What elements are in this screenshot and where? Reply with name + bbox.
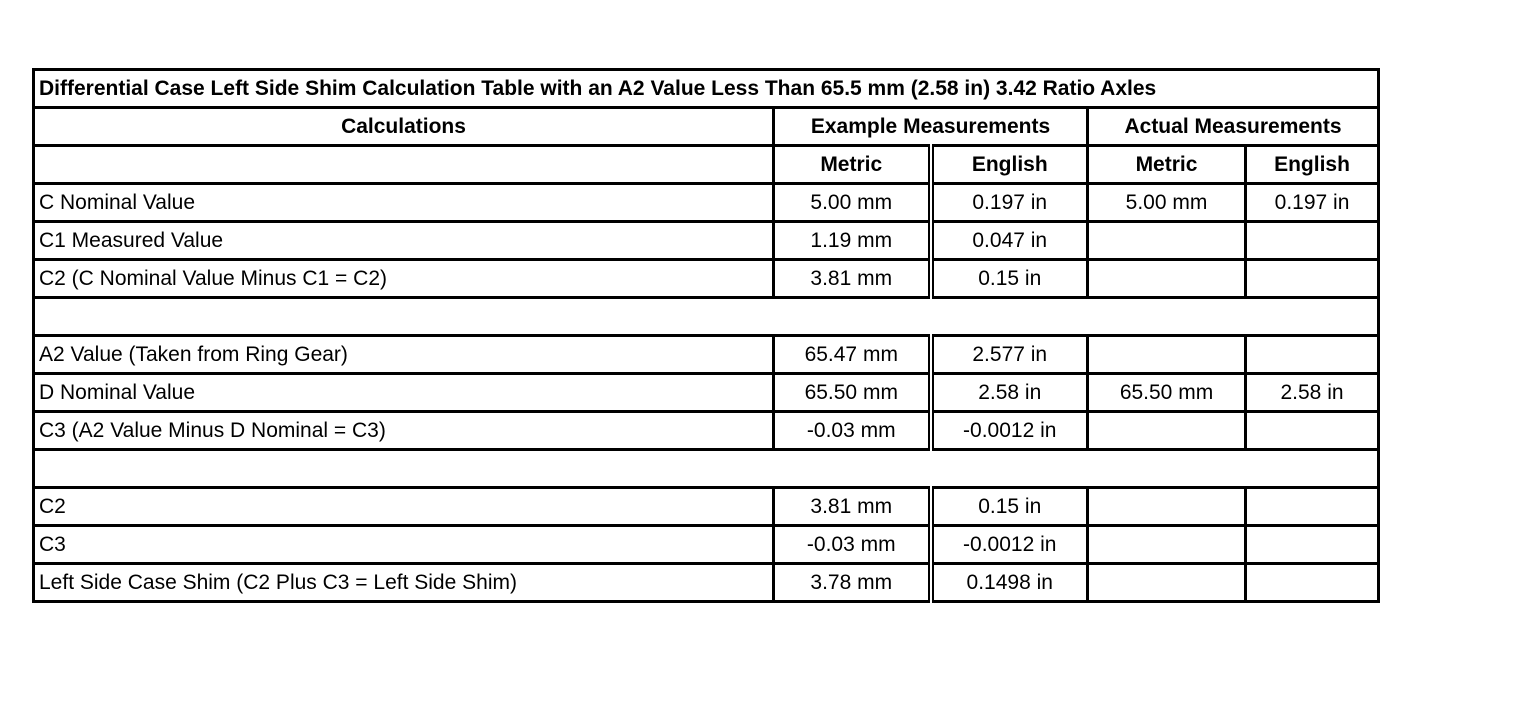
example-metric-value: 3.81 mm [774, 260, 931, 298]
actual-metric-value [1088, 526, 1246, 564]
spacer-row [34, 450, 1379, 488]
actual-metric-value [1088, 564, 1246, 602]
row-label: A2 Value (Taken from Ring Gear) [34, 336, 774, 374]
row-label: C1 Measured Value [34, 222, 774, 260]
spacer-cell [34, 450, 1379, 488]
actual-english-value: 2.58 in [1246, 374, 1379, 412]
table-title-row [34, 70, 1379, 108]
table-row [34, 184, 1379, 222]
example-english-value: 0.15 in [931, 488, 1088, 526]
actual-english-value [1246, 564, 1379, 602]
header-blank [34, 146, 774, 184]
actual-english-value [1246, 488, 1379, 526]
table-row [34, 336, 1379, 374]
table-row [34, 222, 1379, 260]
table-row [34, 526, 1379, 564]
actual-english-value [1246, 222, 1379, 260]
header-row-main [34, 108, 1379, 146]
example-english-value: 0.1498 in [931, 564, 1088, 602]
header-example-measurements: Example Measurements [774, 108, 1088, 146]
row-label: C2 [34, 488, 774, 526]
table-row [34, 488, 1379, 526]
actual-english-value [1246, 336, 1379, 374]
header-actual-measurements: Actual Measurements [1088, 108, 1379, 146]
example-english-value: -0.0012 in [931, 526, 1088, 564]
example-metric-value: 65.47 mm [774, 336, 931, 374]
actual-metric-value [1088, 412, 1246, 450]
example-metric-value: 3.81 mm [774, 488, 931, 526]
actual-english-value [1246, 412, 1379, 450]
shim-calculation-table [32, 68, 1380, 603]
spacer-cell [34, 298, 1379, 336]
example-english-value: -0.0012 in [931, 412, 1088, 450]
actual-english-value [1246, 526, 1379, 564]
header-row-units [34, 146, 1379, 184]
example-metric-value: -0.03 mm [774, 412, 931, 450]
header-example-english: English [931, 146, 1088, 184]
spacer-row [34, 298, 1379, 336]
row-label: C Nominal Value [34, 184, 774, 222]
example-english-value: 0.15 in [931, 260, 1088, 298]
example-english-value: 2.58 in [931, 374, 1088, 412]
header-calculations: Calculations [34, 108, 774, 146]
example-metric-value: 1.19 mm [774, 222, 931, 260]
actual-english-value: 0.197 in [1246, 184, 1379, 222]
table-row [34, 374, 1379, 412]
example-english-value: 2.577 in [931, 336, 1088, 374]
example-metric-value: 65.50 mm [774, 374, 931, 412]
table-row [34, 564, 1379, 602]
header-actual-english: English [1246, 146, 1379, 184]
example-metric-value: 3.78 mm [774, 564, 931, 602]
actual-english-value [1246, 260, 1379, 298]
row-label: Left Side Case Shim (C2 Plus C3 = Left Side Shim) [34, 564, 774, 602]
actual-metric-value: 5.00 mm [1088, 184, 1246, 222]
actual-metric-value [1088, 488, 1246, 526]
actual-metric-value [1088, 222, 1246, 260]
table-row [34, 412, 1379, 450]
example-metric-value: 5.00 mm [774, 184, 931, 222]
row-label: C3 [34, 526, 774, 564]
actual-metric-value: 65.50 mm [1088, 374, 1246, 412]
example-english-value: 0.047 in [931, 222, 1088, 260]
table-row [34, 260, 1379, 298]
example-metric-value: -0.03 mm [774, 526, 931, 564]
actual-metric-value [1088, 260, 1246, 298]
example-english-value: 0.197 in [931, 184, 1088, 222]
actual-metric-value [1088, 336, 1246, 374]
row-label: D Nominal Value [34, 374, 774, 412]
header-actual-metric: Metric [1088, 146, 1246, 184]
row-label: C3 (A2 Value Minus D Nominal = C3) [34, 412, 774, 450]
header-example-metric: Metric [774, 146, 931, 184]
row-label: C2 (C Nominal Value Minus C1 = C2) [34, 260, 774, 298]
table-title: Differential Case Left Side Shim Calculation Table with an A2 Value Less Than 65.5 mm (2.58 in) 3.42 Ratio Axles [34, 70, 1379, 108]
